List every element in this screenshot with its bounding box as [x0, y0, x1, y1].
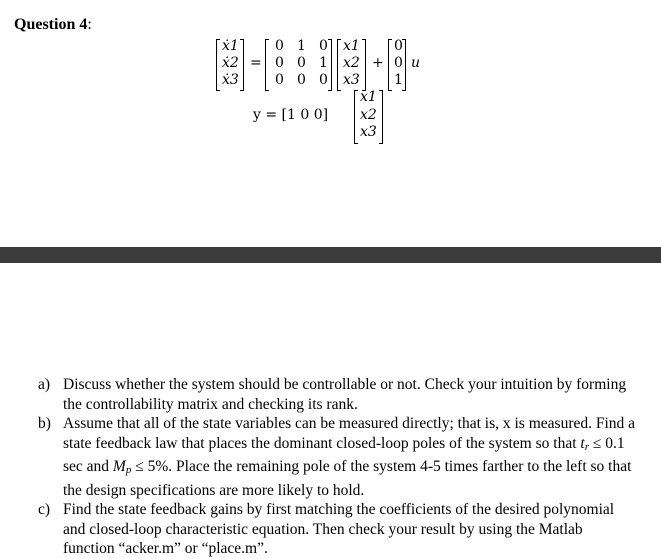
x3: x3	[343, 72, 360, 88]
a-11: 0	[275, 38, 284, 54]
question-b	[38, 414, 638, 500]
question-text-cont: Place the remaining pole of the system 4-5 times farther to the left so that the design specifications are more likely to hold.	[63, 458, 632, 499]
bracket	[379, 90, 383, 144]
question-c	[38, 500, 638, 559]
out-x1: x1	[360, 89, 377, 105]
b-2: 0	[394, 55, 403, 71]
rise-time-condition: ≤ 0.1 sec and	[63, 434, 625, 475]
a-22: 0	[297, 55, 306, 71]
plus-sign: +	[372, 55, 384, 71]
bracket	[388, 39, 392, 91]
rise-time-subscript: r	[584, 440, 589, 453]
overshoot-condition: ≤ 5%.	[131, 458, 173, 475]
out-x3: x3	[360, 124, 377, 140]
lhs-x3-dot: ẋ3	[222, 72, 239, 88]
a-32: 0	[297, 72, 306, 88]
a-12: 1	[297, 38, 306, 54]
bracket	[265, 39, 269, 91]
input-u: u	[411, 55, 421, 71]
a-13: 0	[319, 38, 328, 54]
question-a	[38, 375, 638, 414]
bracket	[328, 39, 332, 91]
question-title: Question 4:	[14, 16, 92, 33]
a-21: 0	[275, 55, 284, 71]
out-x2: x2	[360, 107, 377, 123]
lhs-x2-dot: ẋ2	[222, 55, 239, 71]
x1: x1	[343, 38, 360, 54]
bracket	[240, 39, 244, 91]
bracket	[216, 39, 220, 91]
question-text: Discuss whether the system should be controllable or not. Check your intuition by forming the controllability matrix and checking its rank.	[63, 376, 627, 413]
question-text: Find the state feedback gains by first matching the coefficients of the desired polynomial and closed-loop characteristic equation. Then check your result by using the Matlab function “acker.m” or “place.m”.	[63, 501, 615, 557]
bracket	[337, 39, 341, 91]
bracket	[402, 39, 406, 91]
equals-sign: =	[250, 55, 262, 71]
rise-time-symbol: t	[580, 434, 585, 452]
lhs-x1-dot: ẋ1	[222, 38, 239, 54]
question-text: Assume that all of the state variables can be measured directly; that is, x is measured. Find a state feedback law that places the dominant closed-loop poles of the system so that	[63, 415, 636, 452]
b-1: 0	[394, 38, 403, 54]
output-lhs: y = [1 0 0]	[253, 107, 329, 123]
question-label: b)	[38, 415, 51, 432]
a-23: 1	[319, 55, 328, 71]
b-3: 1	[394, 72, 403, 88]
divider-bar	[0, 247, 661, 263]
x2: x2	[343, 55, 360, 71]
a-33: 0	[319, 72, 328, 88]
question-list	[38, 375, 638, 559]
question-label: c)	[38, 501, 51, 518]
bracket	[362, 39, 366, 91]
question-label: a)	[38, 376, 51, 393]
overshoot-symbol: M	[112, 458, 126, 475]
a-31: 0	[275, 72, 284, 88]
bracket	[354, 90, 358, 144]
overshoot-subscript: p	[125, 464, 132, 476]
